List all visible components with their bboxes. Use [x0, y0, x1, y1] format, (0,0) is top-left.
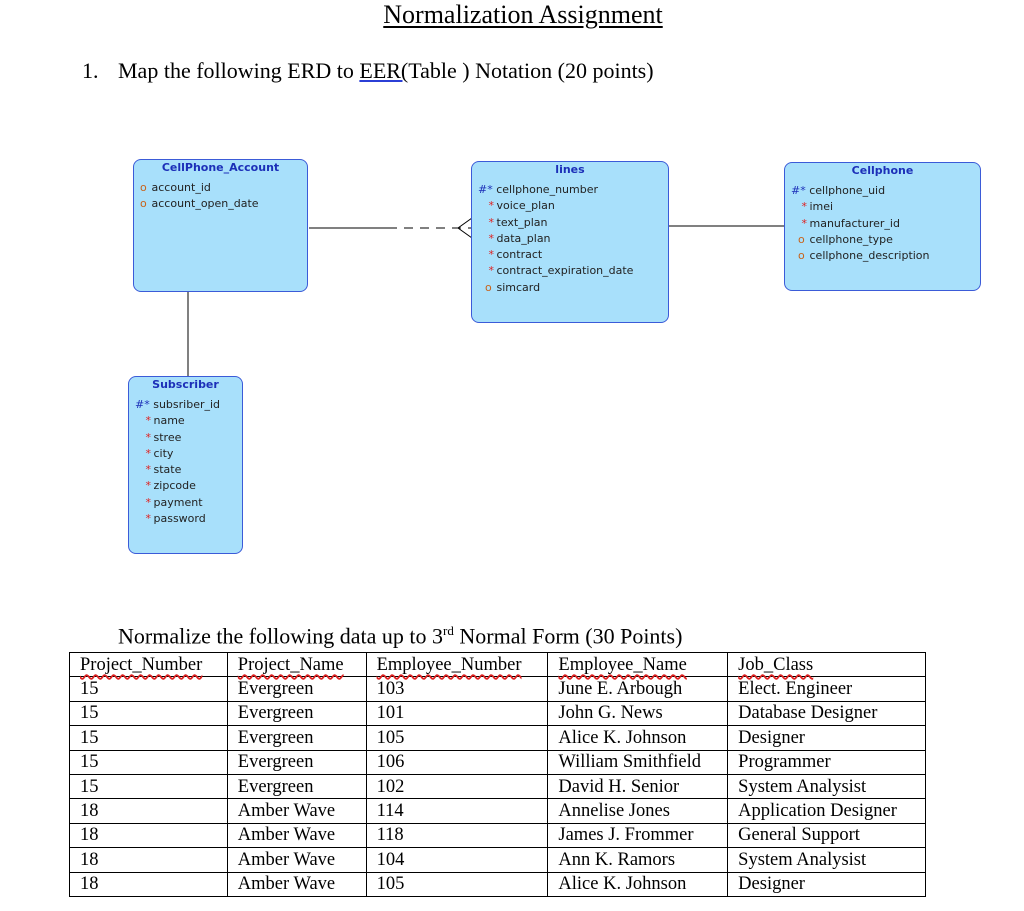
- mandatory-marker-icon: *: [488, 248, 494, 262]
- attribute-item: [140, 180, 307, 196]
- attribute-label: cellphone_number: [496, 183, 599, 196]
- attribute-item: [135, 495, 242, 511]
- table-cell: 18: [70, 799, 228, 823]
- column-header: Project_Number: [70, 653, 228, 677]
- table-cell: 15: [70, 750, 228, 774]
- attribute-label: text_plan: [496, 215, 548, 229]
- attribute-item: [135, 430, 242, 446]
- attribute-label: data_plan: [496, 231, 551, 245]
- attribute-item: [135, 511, 242, 527]
- attribute-item: [478, 198, 668, 214]
- attribute-label: city: [153, 446, 174, 460]
- attribute-item: [791, 183, 980, 199]
- attribute-item: [478, 182, 668, 198]
- table-cell: Alice K. Johnson: [548, 872, 728, 896]
- table-cell: Elect. Engineer: [728, 677, 926, 701]
- attribute-item: [135, 397, 242, 413]
- table-cell: 103: [366, 677, 548, 701]
- mandatory-marker-icon: *: [145, 479, 151, 493]
- entity-name: lines: [555, 163, 585, 176]
- table-cell: Evergreen: [227, 701, 366, 725]
- question-1-text-after: Table ) Notation (20 points): [408, 58, 654, 83]
- question-2-superscript: rd: [443, 623, 454, 638]
- normalization-table: [69, 652, 926, 897]
- table-cell: Database Designer: [728, 701, 926, 725]
- column-header: Employee_Name: [548, 653, 728, 677]
- attribute-list: [472, 180, 668, 296]
- mandatory-marker-icon: *: [488, 215, 494, 229]
- attribute-item: [791, 216, 980, 232]
- attribute-label: account_id: [151, 181, 211, 194]
- primary-key-marker-icon: #*: [478, 183, 493, 196]
- attribute-item: [791, 232, 980, 248]
- table-cell: June E. Arbough: [548, 677, 728, 701]
- table-row: [70, 726, 926, 750]
- table-cell: Ann K. Ramors: [548, 848, 728, 872]
- primary-key-marker-icon: #*: [135, 398, 150, 411]
- table-cell: Evergreen: [227, 774, 366, 798]
- table-header-row: [70, 653, 926, 677]
- table-cell: Evergreen: [227, 750, 366, 774]
- attribute-item: [135, 413, 242, 429]
- optional-marker-icon: o: [140, 181, 147, 194]
- attribute-item: [478, 215, 668, 231]
- table-cell: Evergreen: [227, 726, 366, 750]
- entity-name: Cellphone: [851, 164, 914, 177]
- entity-cellphone: [784, 162, 981, 291]
- attribute-label: imei: [809, 200, 834, 214]
- attribute-label: name: [153, 414, 185, 428]
- table-cell: 15: [70, 726, 228, 750]
- table-cell: Designer: [728, 726, 926, 750]
- question-1-text-before: Map the following ERD to: [118, 58, 360, 83]
- table-cell: 118: [366, 823, 548, 847]
- mandatory-marker-icon: *: [145, 446, 151, 460]
- question-2-text-after: Normal Form (30 Points): [453, 623, 683, 649]
- table-cell: Amber Wave: [227, 848, 366, 872]
- question-2-text-before: Normalize the following data up to 3: [118, 623, 444, 649]
- attribute-list: [129, 395, 242, 527]
- table-cell: Application Designer: [728, 799, 926, 823]
- attribute-item: [791, 199, 980, 215]
- table-cell: 18: [70, 872, 228, 896]
- attribute-label: manufacturer_id: [809, 216, 900, 230]
- table-cell: Annelise Jones: [548, 799, 728, 823]
- mandatory-marker-icon: *: [488, 264, 494, 278]
- attribute-item: [478, 231, 668, 247]
- attribute-item: [135, 462, 242, 478]
- entity-lines: [471, 161, 669, 323]
- mandatory-marker-icon: *: [145, 495, 151, 509]
- table-cell: 15: [70, 774, 228, 798]
- entity-name: Subscriber: [152, 378, 219, 391]
- eer-link[interactable]: EER(: [359, 58, 409, 83]
- table-cell: 106: [366, 750, 548, 774]
- table-cell: 18: [70, 823, 228, 847]
- column-header: Project_Name: [227, 653, 366, 677]
- table-cell: 102: [366, 774, 548, 798]
- column-header: Job_Class: [728, 653, 926, 677]
- table-cell: 105: [366, 872, 548, 896]
- optional-marker-icon: o: [798, 232, 805, 246]
- entity-name: CellPhone_Account: [161, 161, 280, 174]
- attribute-label: cellphone_uid: [809, 184, 886, 197]
- attribute-label: voice_plan: [496, 199, 555, 213]
- table-cell: David H. Senior: [548, 774, 728, 798]
- mandatory-marker-icon: *: [145, 430, 151, 444]
- page-title: Normalization Assignment: [383, 0, 663, 29]
- table-row: [70, 774, 926, 798]
- attribute-item: [791, 248, 980, 264]
- table-cell: Programmer: [728, 750, 926, 774]
- mandatory-marker-icon: *: [801, 200, 807, 214]
- attribute-item: [135, 478, 242, 494]
- attribute-label: payment: [153, 495, 203, 509]
- entity-cellphone-account: [133, 159, 308, 292]
- table-row: [70, 701, 926, 725]
- mandatory-marker-icon: *: [488, 231, 494, 245]
- attribute-label: contract_expiration_date: [496, 264, 634, 278]
- table-row: [70, 848, 926, 872]
- table-cell: James J. Frommer: [548, 823, 728, 847]
- optional-marker-icon: o: [798, 249, 805, 263]
- attribute-list: [134, 178, 307, 213]
- table-row: [70, 750, 926, 774]
- table-cell: William Smithfield: [548, 750, 728, 774]
- table-cell: 15: [70, 677, 228, 701]
- attribute-label: account_open_date: [151, 197, 259, 211]
- attribute-item: [478, 247, 668, 263]
- mandatory-marker-icon: *: [801, 216, 807, 230]
- primary-key-marker-icon: #*: [791, 184, 806, 197]
- attribute-label: zipcode: [153, 479, 196, 493]
- table-cell: 105: [366, 726, 548, 750]
- table-row: [70, 872, 926, 896]
- table-cell: Alice K. Johnson: [548, 726, 728, 750]
- attribute-label: state: [153, 463, 182, 477]
- table-row: [70, 799, 926, 823]
- attribute-item: [135, 446, 242, 462]
- attribute-item: [140, 196, 307, 212]
- attribute-label: cellphone_type: [809, 232, 893, 246]
- attribute-list: [785, 181, 980, 264]
- table-cell: 15: [70, 701, 228, 725]
- table-cell: Amber Wave: [227, 872, 366, 896]
- table-cell: 104: [366, 848, 548, 872]
- question-1-number: 1.: [82, 58, 99, 83]
- table-cell: Amber Wave: [227, 799, 366, 823]
- optional-marker-icon: o: [485, 280, 492, 294]
- mandatory-marker-icon: *: [145, 463, 151, 477]
- question-2: [118, 623, 682, 649]
- table-cell: John G. News: [548, 701, 728, 725]
- mandatory-marker-icon: *: [145, 512, 151, 526]
- table-cell: Amber Wave: [227, 823, 366, 847]
- attribute-label: simcard: [496, 280, 541, 294]
- attribute-label: contract: [496, 248, 543, 262]
- table-cell: Evergreen: [227, 677, 366, 701]
- attribute-item: [478, 280, 668, 296]
- table-row: [70, 823, 926, 847]
- mandatory-marker-icon: *: [488, 199, 494, 213]
- table-cell: 114: [366, 799, 548, 823]
- column-header: Employee_Number: [366, 653, 548, 677]
- attribute-label: subsriber_id: [153, 398, 221, 411]
- table-cell: 101: [366, 701, 548, 725]
- entity-subscriber: [128, 376, 243, 554]
- table-cell: 18: [70, 848, 228, 872]
- table-row: [70, 677, 926, 701]
- table-cell: System Analysist: [728, 848, 926, 872]
- table-cell: Designer: [728, 872, 926, 896]
- attribute-item: [478, 263, 668, 279]
- table-cell: General Support: [728, 823, 926, 847]
- attribute-label: stree: [153, 430, 182, 444]
- table-cell: System Analysist: [728, 774, 926, 798]
- attribute-label: password: [153, 512, 206, 526]
- mandatory-marker-icon: *: [145, 414, 151, 428]
- optional-marker-icon: o: [140, 197, 147, 211]
- attribute-label: cellphone_description: [809, 249, 930, 263]
